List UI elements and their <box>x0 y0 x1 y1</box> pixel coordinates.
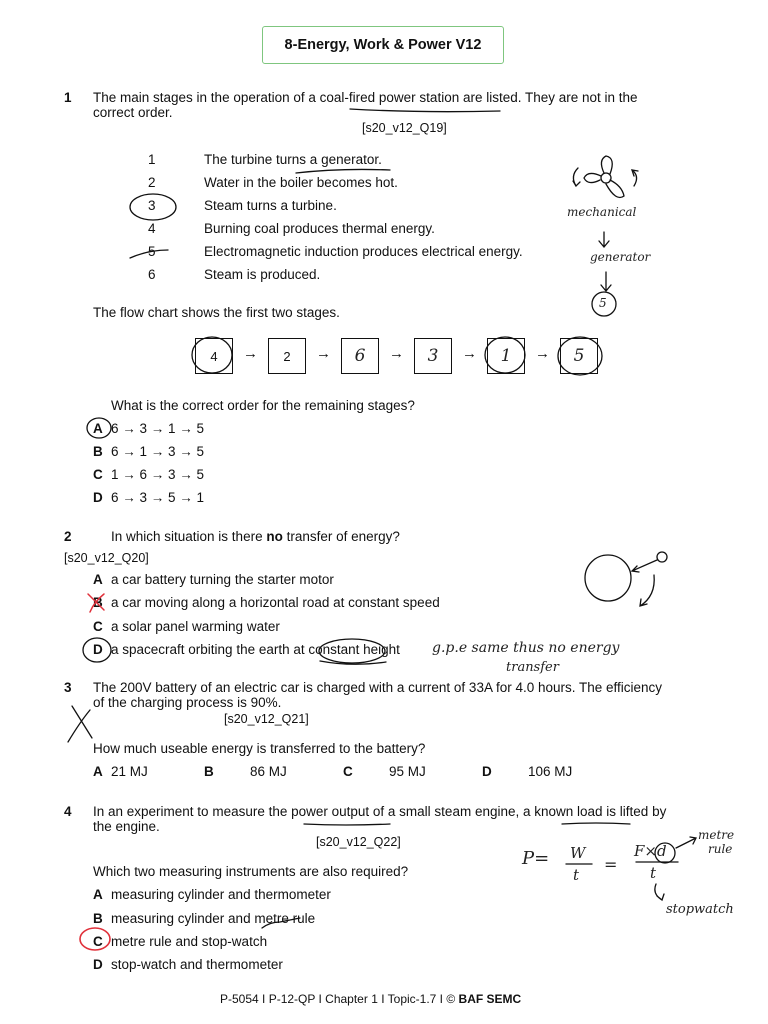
option-d[interactable] <box>93 642 400 657</box>
formula-w: W <box>570 844 586 862</box>
option-letter: D <box>93 490 103 505</box>
note-transfer: transfer <box>506 660 559 675</box>
formula-t2: t <box>650 864 657 882</box>
flow-arrow: → <box>535 345 550 362</box>
stage-number: 3 <box>148 198 156 213</box>
x-mark-q3 <box>68 706 92 742</box>
option-letter: A <box>93 572 103 587</box>
arrow-to-five <box>601 272 611 291</box>
footer: P-5054 I P-12-QP I Chapter 1 I Topic-1.7 I © BAF SEMC <box>220 992 522 1006</box>
note-gpe: g.p.e same thus no energy <box>432 640 620 656</box>
fan-sketch <box>573 156 638 198</box>
option-text: stop-watch and thermometer <box>111 957 283 972</box>
stage-text: Burning coal produces thermal energy. <box>204 221 435 236</box>
option-text: 1 → 6 → 3 → 5 <box>111 467 205 482</box>
option-letter[interactable]: D <box>482 764 492 779</box>
stage-text: The turbine turns a generator. <box>204 152 382 167</box>
note-stopwatch: stopwatch <box>666 902 734 917</box>
question-4-number: 4 <box>64 804 72 819</box>
stage-number: 2 <box>148 175 156 190</box>
question-1-prompt: What is the correct order for the remaining stages? <box>111 398 415 413</box>
stage-text: Steam is produced. <box>204 267 321 282</box>
formula-fd: F×d <box>634 842 667 860</box>
question-2-code: [s20_v12_Q20] <box>64 551 149 565</box>
option-text: 6 → 1 → 3 → 5 <box>111 444 205 459</box>
underline-coal-fired <box>350 109 500 112</box>
page-title: 8-Energy, Work & Power V12 <box>262 26 504 64</box>
option-text: metre rule and stop-watch <box>111 934 268 949</box>
underline-power-output <box>304 824 390 825</box>
question-1-text-line2: correct order. <box>93 105 173 120</box>
stage-text: Water in the boiler becomes hot. <box>204 175 398 190</box>
flow-box: 4 <box>195 338 233 374</box>
underline-constant <box>320 661 386 664</box>
option-text: measuring cylinder and thermometer <box>111 887 331 902</box>
question-4-code: [s20_v12_Q22] <box>316 835 401 849</box>
option-letter: D <box>93 957 103 972</box>
option-d[interactable] <box>93 490 204 505</box>
arrow-to-stopwatch <box>655 884 664 900</box>
stage-number: 5 <box>148 244 156 259</box>
question-3-text-line2: of the charging process is 90%. <box>93 695 282 710</box>
question-2-number: 2 <box>64 529 72 544</box>
option-text: 6 → 3 → 5 → 1 <box>111 490 205 505</box>
question-3-prompt: How much useable energy is transferred to the battery? <box>93 741 426 756</box>
option-text: 21 MJ <box>111 764 148 779</box>
option-b[interactable] <box>93 444 204 459</box>
option-b[interactable] <box>93 911 315 926</box>
question-1-number: 1 <box>64 90 72 105</box>
option-text: 95 MJ <box>389 764 426 779</box>
option-letter: A <box>93 421 103 436</box>
note-five: 5 <box>599 296 607 310</box>
flow-chart-intro: The flow chart shows the first two stages. <box>93 305 340 320</box>
stage-text: Steam turns a turbine. <box>204 198 337 213</box>
option-letter[interactable]: A <box>93 764 103 779</box>
option-letter: C <box>93 934 103 949</box>
arrow-to-metre-rule <box>676 837 696 848</box>
question-2-text: In which situation is there no transfer of energy? <box>111 529 400 544</box>
option-letter: A <box>93 887 103 902</box>
underline-known-load <box>562 823 630 824</box>
option-c[interactable] <box>93 619 280 634</box>
question-3-code: [s20_v12_Q21] <box>224 712 309 726</box>
option-letter: D <box>93 642 103 657</box>
stage-number: 6 <box>148 267 156 282</box>
flow-arrow: → <box>243 345 258 362</box>
note-generator: generator <box>590 250 651 264</box>
question-1-code: [s20_v12_Q19] <box>362 121 447 135</box>
flow-box: 2 <box>268 338 306 374</box>
option-text: 106 MJ <box>528 764 573 779</box>
question-4-text-line1: In an experiment to measure the power output of a small steam engine, a known load is lifted by <box>93 804 667 819</box>
stage-number: 4 <box>148 221 156 236</box>
note-mechanical: mechanical <box>567 205 637 219</box>
option-text: a car moving along a horizontal road at constant speed <box>111 595 440 610</box>
flow-box: 3 <box>414 338 452 374</box>
option-letter[interactable]: B <box>204 764 214 779</box>
option-letter: C <box>93 467 103 482</box>
option-b[interactable] <box>93 595 440 610</box>
underline-generator <box>296 169 390 173</box>
question-3-number: 3 <box>64 680 72 695</box>
option-text: measuring cylinder and metre rule <box>111 911 316 926</box>
option-text: a spacecraft orbiting the earth at constant height <box>111 642 400 657</box>
option-letter: B <box>93 444 103 459</box>
formula-t: t <box>573 866 580 884</box>
note-rule: rule <box>708 842 733 856</box>
arrow-to-generator <box>599 232 609 247</box>
flow-box: 5 <box>560 338 598 374</box>
option-a[interactable] <box>93 421 204 436</box>
formula-eq: = <box>604 855 618 874</box>
question-4-text-line2: the engine. <box>93 819 160 834</box>
option-letter: C <box>93 619 103 634</box>
option-c[interactable] <box>93 934 267 949</box>
option-letter[interactable]: C <box>343 764 353 779</box>
option-letter: B <box>93 911 103 926</box>
option-text: a car battery turning the starter motor <box>111 572 334 587</box>
flow-arrow: → <box>389 345 404 362</box>
question-4-prompt: Which two measuring instruments are also required? <box>93 864 409 879</box>
option-a[interactable] <box>93 572 334 587</box>
option-c[interactable] <box>93 467 204 482</box>
option-letter: B <box>93 595 103 610</box>
option-d[interactable] <box>93 957 283 972</box>
option-text: 86 MJ <box>250 764 287 779</box>
note-metre: metre <box>698 828 735 842</box>
option-text: a solar panel warming water <box>111 619 280 634</box>
flow-arrow: → <box>462 345 477 362</box>
flow-arrow: → <box>316 345 331 362</box>
orbit-sketch <box>585 552 667 606</box>
stage-number: 1 <box>148 152 156 167</box>
stage-text: Electromagnetic induction produces electrical energy. <box>204 244 523 259</box>
flow-box: 1 <box>487 338 525 374</box>
flow-box: 6 <box>341 338 379 374</box>
option-a[interactable] <box>93 887 331 902</box>
question-3-text-line1: The 200V battery of an electric car is charged with a current of 33A for 4.0 hours. The efficiency <box>93 680 663 695</box>
question-1-text-line1: The main stages in the operation of a coal-fired power station are listed. They are not in the <box>93 90 638 105</box>
option-text: 6 → 3 → 1 → 5 <box>111 421 205 436</box>
formula-p: P= <box>522 848 550 869</box>
